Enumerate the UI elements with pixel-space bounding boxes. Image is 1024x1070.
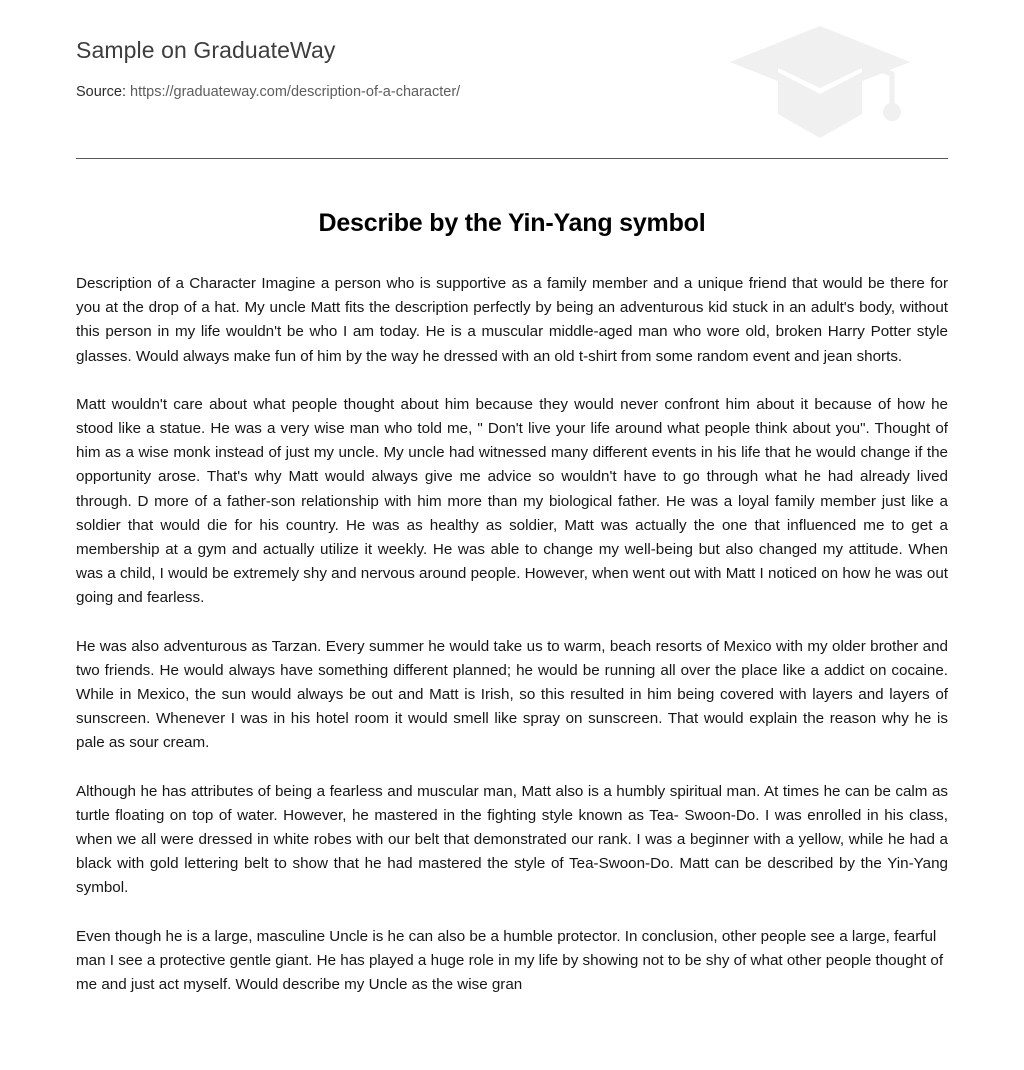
header-divider (76, 158, 948, 159)
document-header (76, 0, 948, 122)
source-label: Source: (76, 84, 126, 100)
brand-title: Sample on GraduateWay (76, 37, 336, 63)
essay-body (76, 272, 948, 997)
paragraph: Although he has attributes of being a fearless and muscular man, Matt also is a humbly spiritual man. At times he can be calm as turtle floating on top of water. However, he mastered in the fighting style known as Tea- Swoon-Do. I was enrolled in his class, when we all were dressed in white robes with our belt that demonstrated our rank. I was a beginner with a yellow, while he had a black with gold lettering belt to show that he had mastered the style of Tea-Swoon-Do. Matt can be described by the Yin-Yang symbol. (76, 782, 948, 897)
paragraph: Description of a Character Imagine a person who is supportive as a family member and a unique friend that would be there for you at the drop of a hat. My uncle Matt fits the description perfectly by being an adventurous kid stuck in an adult's body, without this person in my life wouldn't be who I am today. He is a muscular middle-aged man who wore old, broken Harry Potter style glasses. Would always make fun of him by the way he dressed with an old t-shirt from some random event and jean shorts. (76, 275, 948, 365)
paragraph: Matt wouldn't care about what people thought about him because they would never confront him about it because of how he stood like a statue. He was a very wise man who told me, " Don't live your life around what people think about you". Thought of him as a wise monk instead of just my uncle. My uncle had witnessed many different events in his life that he would change if the opportunity arose. That's why Matt would always give me advice so wouldn't have to go through what he had already lived through. D more of a father-son relationship with him more than my biological father. He was a loyal family member just like a soldier that would die for his country. He was as healthy as soldier, Matt was actually the one that influenced me to get a membership at a gym and actually utilize it weekly. He was able to change my well-being but also changed my attitude. When was a child, I would be extremely shy and nervous around people. However, when went out with Matt I noticed on how he was out going and fearless. (76, 395, 948, 607)
source-url[interactable]: https://graduateway.com/description-of-a-character/ (130, 84, 461, 100)
page-title: Describe by the Yin-Yang symbol (318, 209, 706, 237)
paragraph: He was also adventurous as Tarzan. Every summer he would take us to warm, beach resorts of Mexico with my older brother and two friends. He would always have something different planned; he would be running all over the place like a addict on cocaine. While in Mexico, the sun would always be out and Matt is Irish, so this resulted in him being covered with layers and layers of sunscreen. Whenever I was in his hotel room it would smell like spray on sunscreen. That would explain the reason why he is pale as sour cream. (76, 637, 948, 752)
paragraph: Even though he is a large, masculine Uncle is he can also be a humble protector. In conclusion, other people see a large, fearful man I see a protective gentle giant. He has played a huge role in my life by showing not to be shy of what other people thought of me and just act myself. Would describe my Uncle as the wise gran (76, 927, 944, 994)
source-line (76, 83, 948, 101)
